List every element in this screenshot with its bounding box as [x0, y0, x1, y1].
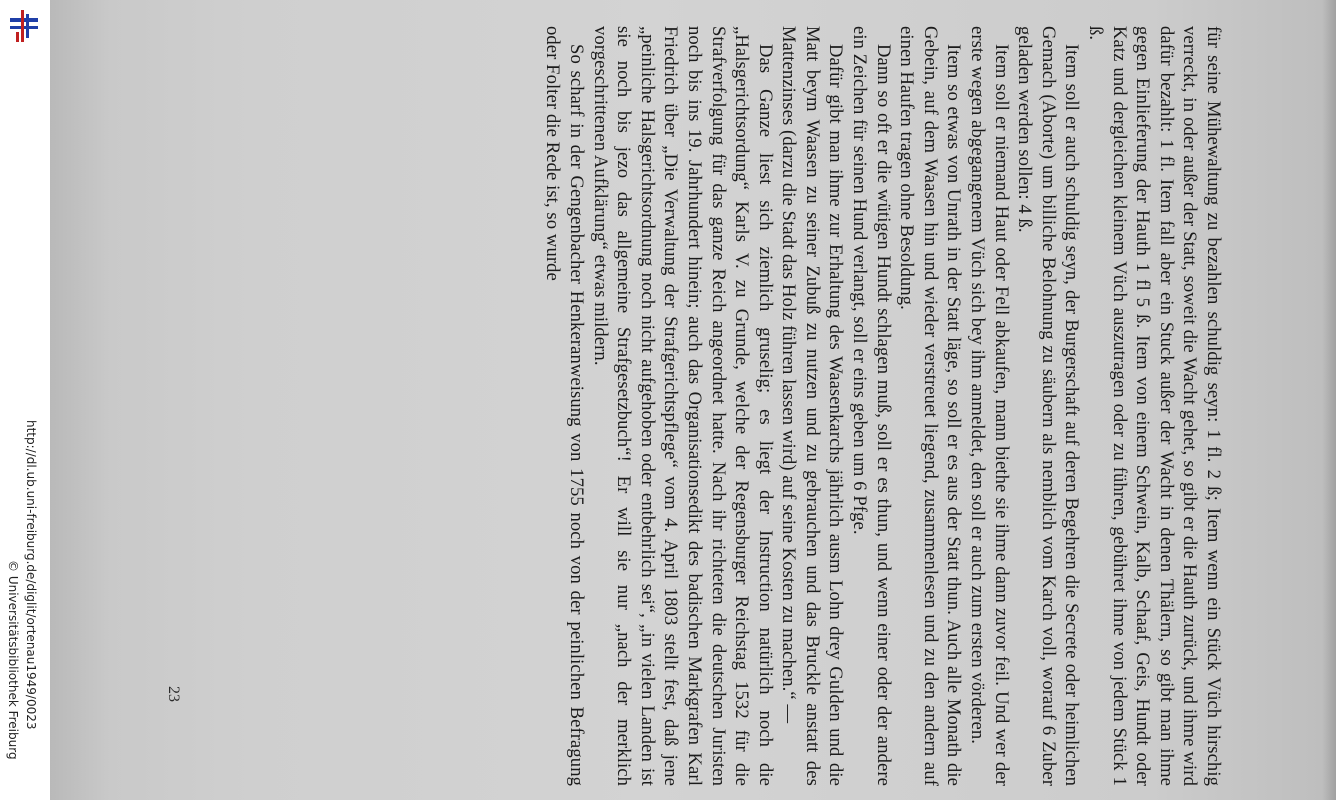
paragraph-5: Dann so oft er die wütigen Hundt schlagen muß, soll er es thun, und wenn einer oder der andere ein Zeichen für seinen Hund verlangt, soll er eins geben um 6 Pfge.: [849, 26, 894, 786]
credit-url[interactable]: http://dl.ub.uni-freiburg.de/diglit/ortenau1949/0023: [24, 420, 38, 730]
paragraph-7: Das Ganze liest sich ziemlich gruselig; es liegt der Instruction natürlich noch die „Halsgerichtsordung“ Karls V. zu Grunde, welche der Regensburger Reichstag 1532 für die Strafverfolgung für das ganze Reich angeordnet hatte. Nach ihr richteten die deutschen Juristen noch bis ins 19. Jahrhundert hinein; auch das Organisationsedikt des badischen Markgrafen Karl Friedrich über „Die Verwaltung der Strafgerichtspflege“ vom 4. April 1803 stellt fest, daß jene „peinliche Halsgerichtsordnung noch nicht aufgehoben oder entbehrlich sei“, „in vielen Landen ist sie noch bis jezo das allgemeine Strafgesetzbuch“! Er will sie nur „nach der merklich vorgeschrittenen Aufklärung“ etwas mildern.: [589, 26, 776, 786]
credits-margin: [0, 0, 50, 800]
paragraph-6: Dafür gibt man ihme zur Erhaltung des Waasenkarchs jährlich ausm Lohn drey Gulden und die Matt beym Waasen zu seiner Zubuß zu nutzen und zu gebrauchen und das Bruckle anstatt des Mattenzinses (darzu die Stadt das Holz führen lassen wird) auf seine Kosten zu machen.“ —: [778, 26, 847, 786]
page-text-block: [541, 26, 1225, 786]
credit-copyright: © Universitätsbibliothek Freiburg: [6, 560, 20, 760]
scan-edge: [1322, 0, 1336, 800]
paragraph-4: Item so etwas von Unrath in der Statt läge, so soll er es aus der Statt thun. Auch alle Monath die Gebein, auf dem Waasen hin und wieder verstreuet liegend, zusammenlesen und zu den andern auf einen Haufen tragen ohne Besoldung.: [896, 26, 965, 786]
paragraph-2: Item soll er auch schuldig seyn, der Burgerschaft auf deren Begehren die Secrete oder heimlichen Gemach (Aborte) um billiche Belohnung zu säubern als nemblich vom Karch voll, worauf 6 Zuber geladen werden sollen: 4 ß.: [1014, 26, 1083, 786]
paragraph-1: für seine Mühewaltung zu bezahlen schuldig seyn: 1 fl. 2 ß; Item wenn ein Stück Vüch hirschig verreckt, in oder außer der Statt, soweit die Wacht gehet, so gibt er die Hauth zurück, und ihme wird dafür bezahlt: 1 fl. Item fall aber ein Stuck außer der Wacht in denen Thälern, so gibt man ihme gegen Einlieferung der Hauth 1 fl 5 ß. Item von einem Schwein, Kalb, Schaaf, Geis, Hundt oder Katz und dergleichen kleinem Vüch auszutragen oder zu führen, gebühret ihme von jedem Stück 1 ß.: [1085, 26, 1224, 786]
library-logo-icon: [6, 6, 42, 46]
paragraph-8: So scharf in der Gengenbacher Henkeranweisung von 1755 noch von der peinlichen Befragung oder Folter die Rede ist, so wurde: [542, 26, 587, 786]
paragraph-3: Item soll er niemand Haut oder Fell abkaufen, mann biethe sie ihme dann zuvor feil. Und wer der erste wegen abgegangenem Vüch sich bey ihm anmeldet, den soll er auch zum ersten vörderen.: [967, 26, 1012, 786]
page-number: 23: [165, 686, 182, 702]
page-scan: [50, 0, 1336, 800]
